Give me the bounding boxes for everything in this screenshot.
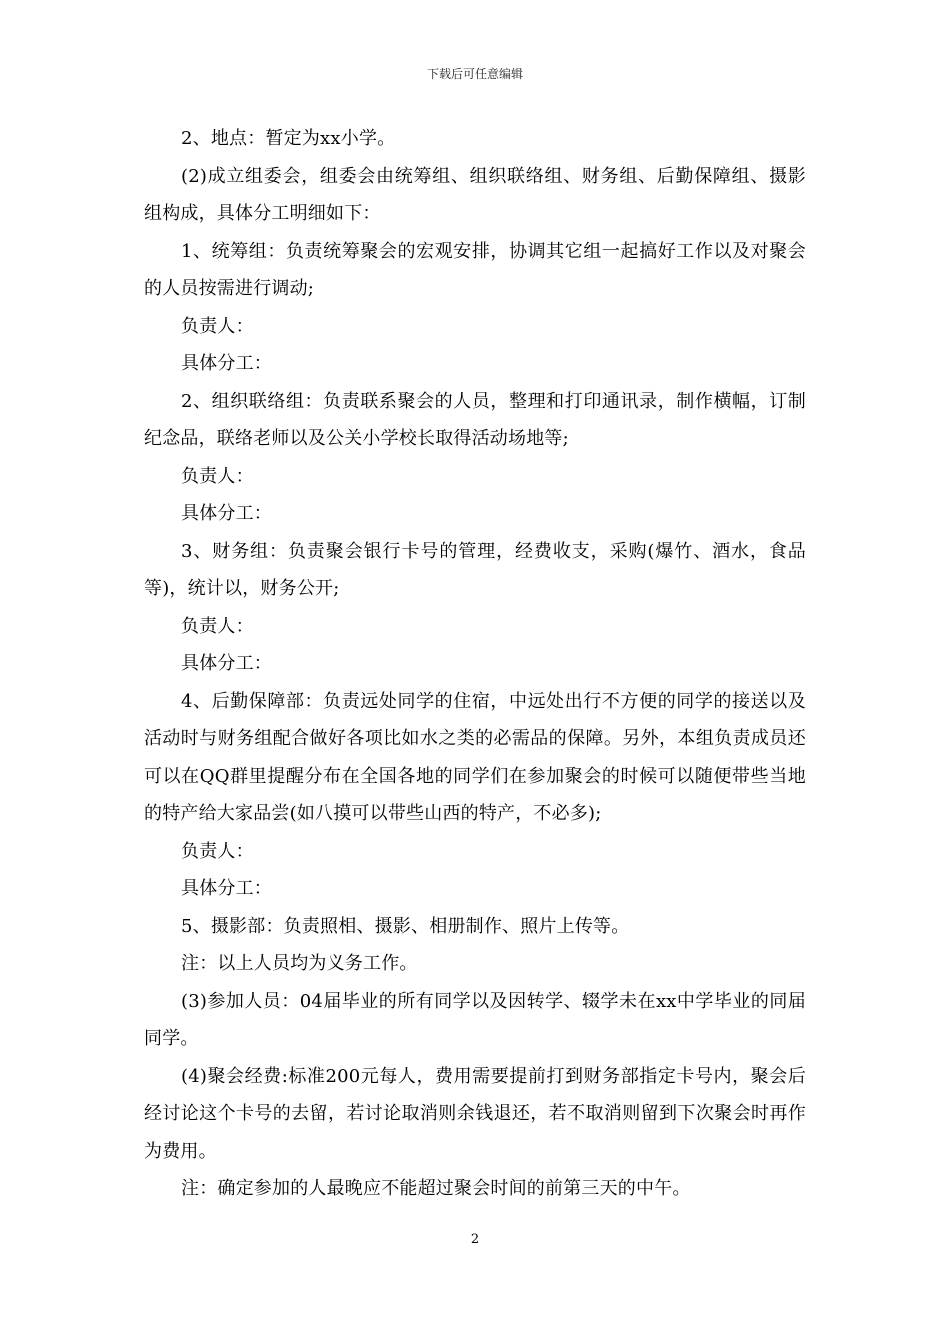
paragraph: 负责人： <box>181 840 254 862</box>
page-header: 下载后可任意编辑 <box>426 67 523 81</box>
paragraph: 负责人： <box>181 315 254 337</box>
paragraph: 负责人： <box>181 465 254 487</box>
paragraph: 注：确定参加的人最晚应不能超过聚会时间的前第三天的中午。 <box>181 1178 691 1199</box>
paragraph: 注：以上人员均为义务工作。 <box>181 953 418 974</box>
paragraph: (4)聚会经费:标准200元每人，费用需要提前打到财务部指定卡号内，聚会后经讨论这个卡号的去留，若讨论取消则余钱退还，若不取消则留到下次聚会时再作为费用。 <box>144 1065 806 1162</box>
paragraph: 具体分工： <box>181 878 272 899</box>
paragraph: 负责人： <box>181 615 254 637</box>
paragraph: 3、财务组：负责聚会银行卡号的管理，经费收支，采购(爆竹、酒水，食品等)，统计以，财务公开; <box>144 540 806 599</box>
paragraph: 具体分工： <box>181 503 272 524</box>
paragraph: 具体分工： <box>181 653 272 674</box>
paragraph: 具体分工： <box>181 353 272 374</box>
paragraph: (3)参加人员：04届毕业的所有同学以及因转学、辍学未在xx中学毕业的同届同学。 <box>144 990 806 1049</box>
paragraph: 4、后勤保障部：负责远处同学的住宿，中远处出行不方便的同学的接送以及活动时与财务组配合做好各项比如水之类的必需品的保障。另外，本组负责成员还可以在QQ群里提醒分布在全国各地的同学们在参加聚会的时候可以随便带些当地的特产给大家品尝(如八摸可以带些山西的特产，不必多); <box>144 690 806 824</box>
document-body <box>144 120 806 1208</box>
paragraph: 1、统筹组：负责统筹聚会的宏观安排，协调其它组一起搞好工作以及对聚会的人员按需进行调动; <box>144 240 806 299</box>
paragraph: 2、组织联络组：负责联系聚会的人员，整理和打印通讯录，制作横幅，订制纪念品，联络老师以及公关小学校长取得活动场地等; <box>144 390 806 449</box>
page-number: 2 <box>470 1232 480 1247</box>
paragraph: 5、摄影部：负责照相、摄影、相册制作、照片上传等。 <box>181 915 630 937</box>
paragraph: (2)成立组委会，组委会由统筹组、组织联络组、财务组、后勤保障组、摄影组构成，具体分工明细如下： <box>144 165 806 224</box>
paragraph: 2、地点：暂定为xx小学。 <box>181 128 396 149</box>
